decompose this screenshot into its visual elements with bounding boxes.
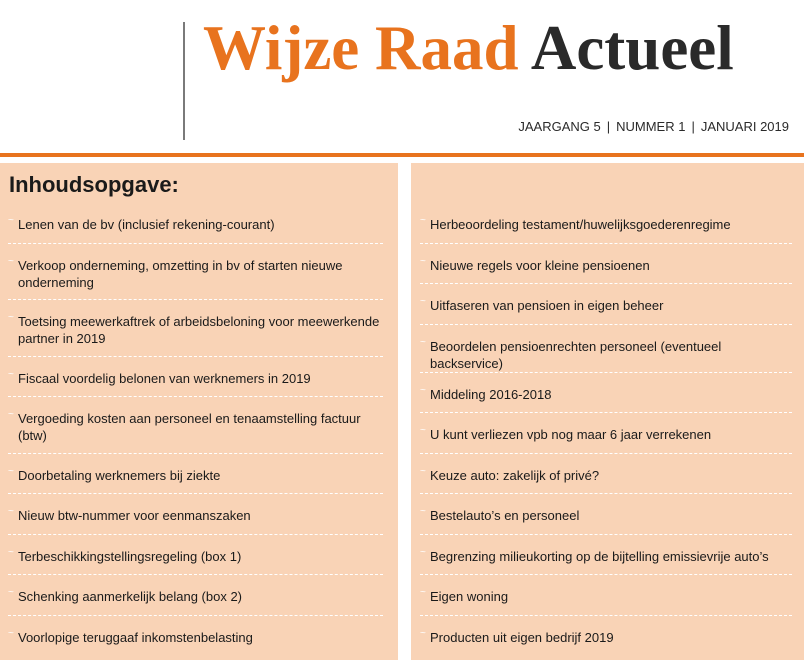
issue-datum: JANUARI 2019 (700, 119, 789, 134)
toc-item (8, 203, 383, 244)
toc-bullet: ~ (8, 215, 14, 226)
toc-bullet: ~ (420, 296, 426, 307)
toc-list-left (8, 203, 383, 656)
issue-jaargang: JAARGANG 5 (518, 119, 601, 134)
toc-bullet: ~ (420, 215, 426, 226)
toc-item-label: Schenking aanmerkelijk belang (box 2) (18, 589, 243, 604)
toc-item-label: Terbeschikkingstellingsregeling (box 1) (18, 548, 242, 564)
toc-item (8, 357, 383, 398)
toc-bullet: ~ (420, 255, 426, 267)
toc-item (8, 244, 383, 301)
toc-bullet: ~ (8, 409, 14, 420)
toc-bullet: ~ (8, 368, 14, 380)
toc-list-right (420, 203, 792, 656)
toc-item-label: Vergoeding kosten aan personeel en tenaamstelling factuur (btw) (18, 411, 361, 443)
toc-item-label: Beoordelen pensioenrechten personeel (eventueel backservice) (430, 338, 722, 371)
toc-bullet: ~ (420, 587, 426, 598)
issue-separator: | (691, 119, 695, 134)
toc-item-label: Fiscaal voordelig belonen van werknemers in 2019 (18, 370, 311, 386)
toc-item-label: Bestelauto’s en personeel (430, 508, 580, 523)
toc-heading: Inhoudsopgave: (9, 172, 179, 197)
toc-bullet: ~ (8, 587, 14, 598)
toc-bullet: ~ (8, 627, 14, 639)
toc-item (8, 300, 383, 357)
toc-item-label: Toetsing meewerkaftrek of arbeidsbeloning voor meewerkende partner in 2019 (18, 314, 380, 346)
toc-item (8, 454, 383, 495)
toc-item (8, 616, 383, 657)
toc-item-label: Herbeoordeling testament/huwelijksgoederenregime (430, 217, 731, 232)
toc-item (8, 397, 383, 454)
toc-item-label: Producten uit eigen bedrijf 2019 (430, 629, 614, 645)
toc-item (8, 535, 383, 576)
toc-item (420, 454, 792, 495)
toc-item-label: U kunt verliezen vpb nog maar 6 jaar verrekenen (430, 427, 712, 442)
toc-item (420, 325, 792, 373)
toc-item (8, 575, 383, 616)
toc-item (420, 494, 792, 535)
toc-item (420, 535, 792, 576)
toc-item-label: Nieuwe regels voor kleine pensioenen (430, 257, 650, 273)
masthead-title (203, 8, 734, 88)
toc-item-label: Begrenzing milieukorting op de bijtelling emissievrije auto’s (430, 548, 769, 564)
toc-item (420, 284, 792, 325)
toc-bullet: ~ (8, 255, 14, 267)
toc-bullet: ~ (8, 506, 14, 517)
toc-bullet: ~ (420, 506, 426, 517)
toc-item (8, 494, 383, 535)
toc-item (420, 373, 792, 414)
issue-info (518, 119, 789, 134)
toc-item-label: Uitfaseren van pensioen in eigen beheer (430, 298, 664, 313)
toc-item-label: Middeling 2016-2018 (430, 386, 552, 402)
toc-item (420, 616, 792, 657)
toc-item-label: Eigen woning (430, 589, 509, 604)
header-rule (0, 153, 804, 157)
toc-item-label: Doorbetaling werknemers bij ziekte (18, 467, 221, 483)
toc-item-label: Keuze auto: zakelijk of privé? (430, 467, 600, 483)
toc-item (420, 203, 792, 244)
toc-item-label: Voorlopige teruggaaf inkomstenbelasting (18, 629, 253, 645)
toc-bullet: ~ (420, 465, 426, 477)
toc-bullet: ~ (420, 425, 426, 436)
issue-nummer: NUMMER 1 (616, 119, 686, 134)
toc-bullet: ~ (8, 312, 14, 323)
masthead-divider (183, 22, 185, 140)
toc-bullet: ~ (8, 546, 14, 558)
toc-item (420, 244, 792, 285)
toc-bullet: ~ (420, 627, 426, 639)
toc-item (420, 413, 792, 454)
toc-bullet: ~ (420, 336, 426, 348)
toc-bullet: ~ (8, 465, 14, 477)
toc-bullet: ~ (420, 546, 426, 558)
toc-item (420, 575, 792, 616)
toc-item-label: Verkoop onderneming, omzetting in bv of starten nieuwe onderneming (18, 257, 343, 290)
toc-item-label: Lenen van de bv (inclusief rekening-courant) (18, 217, 275, 232)
title-part-1: Wijze Raad (203, 13, 519, 83)
toc-item-label: Nieuw btw-nummer voor eenmanszaken (18, 508, 251, 523)
issue-separator: | (606, 119, 611, 134)
toc-bullet: ~ (420, 384, 426, 396)
title-part-2: Actueel (530, 13, 734, 83)
